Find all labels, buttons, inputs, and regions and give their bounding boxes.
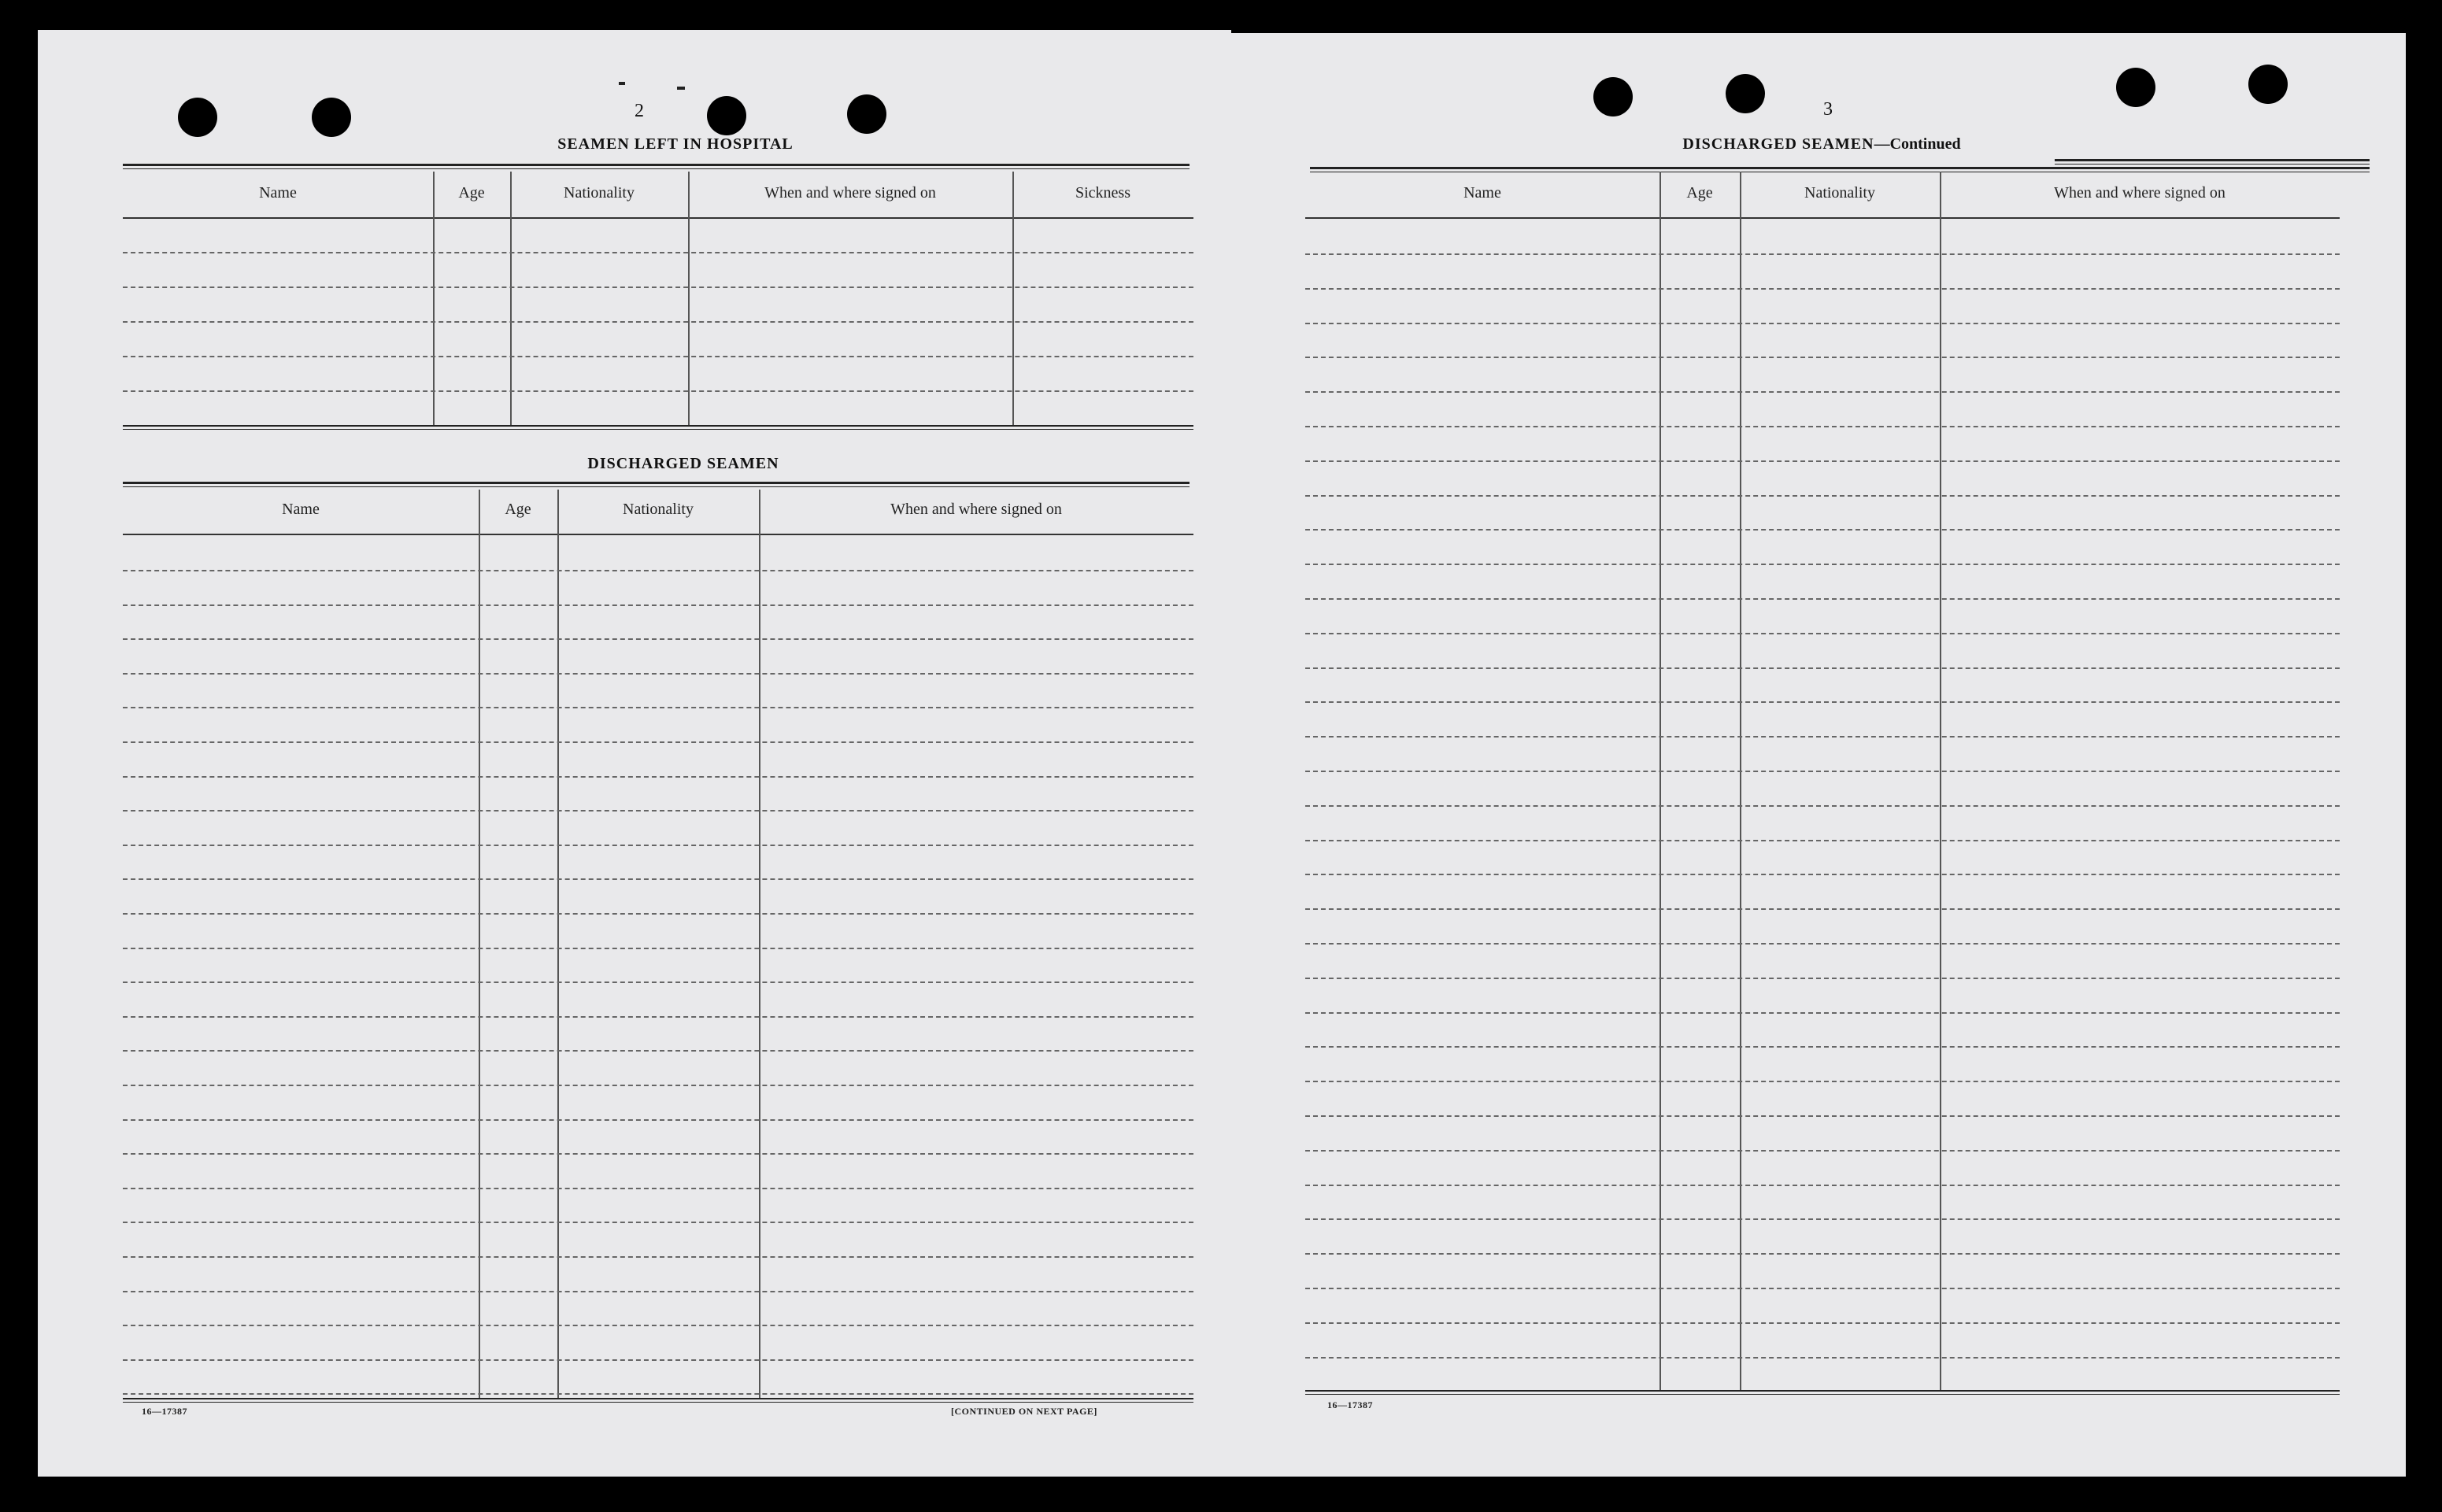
column-header-name: Name [1463, 184, 1501, 201]
blank-entry-row[interactable] [123, 356, 1193, 357]
blank-entry-row[interactable] [1305, 736, 2340, 738]
blank-entry-row[interactable] [123, 1016, 1193, 1018]
column-divider [510, 172, 512, 425]
blank-entry-row[interactable] [1305, 771, 2340, 772]
section-rule [123, 482, 1190, 487]
blank-entry-row[interactable] [123, 570, 1193, 571]
blank-entry-row[interactable] [1305, 1150, 2340, 1152]
blank-entry-row[interactable] [1305, 633, 2340, 634]
print-mark [677, 87, 685, 90]
blank-entry-row[interactable] [1305, 1012, 2340, 1014]
form-number: 16—17387 [142, 1406, 187, 1417]
blank-entry-row[interactable] [1305, 701, 2340, 703]
header-rule [1305, 217, 2340, 219]
blank-entry-row[interactable] [123, 252, 1193, 253]
blank-entry-row[interactable] [123, 287, 1193, 288]
table-bottom-rule [123, 425, 1193, 430]
column-header-name: Name [259, 184, 297, 201]
column-divider [688, 172, 690, 425]
section-title-suffix: —Continued [1874, 135, 1961, 153]
blank-entry-row[interactable] [123, 604, 1193, 606]
continued-note: [CONTINUED ON NEXT PAGE] [951, 1406, 1097, 1417]
blank-entry-row[interactable] [123, 741, 1193, 743]
column-divider [479, 490, 480, 1398]
blank-entry-row[interactable] [123, 638, 1193, 640]
section-title-main: DISCHARGED SEAMEN [1682, 135, 1874, 153]
blank-entry-row[interactable] [1305, 1046, 2340, 1048]
header-rule [123, 534, 1193, 535]
binder-hole [312, 98, 351, 137]
blank-entry-row[interactable] [1305, 460, 2340, 462]
column-divider [759, 490, 760, 1398]
column-divider [557, 490, 559, 1398]
blank-entry-row[interactable] [123, 1393, 1193, 1395]
binder-hole [178, 98, 217, 137]
discharged-continued-title [1523, 135, 2121, 153]
blank-entry-row[interactable] [1305, 1185, 2340, 1186]
blank-entry-row[interactable] [1305, 426, 2340, 427]
blank-entry-row[interactable] [1305, 1288, 2340, 1289]
blank-entry-row[interactable] [123, 1153, 1193, 1155]
binder-hole [2116, 68, 2155, 107]
hospital-section-title: SEAMEN LEFT IN HOSPITAL [557, 135, 794, 153]
column-divider [1740, 172, 1741, 1390]
binder-hole [2248, 65, 2288, 104]
column-header-age: Age [1686, 184, 1713, 201]
table-bottom-rule [1305, 1390, 2340, 1395]
column-header-nationality: Nationality [1804, 184, 1875, 201]
blank-entry-row[interactable] [123, 913, 1193, 915]
blank-entry-row[interactable] [1305, 288, 2340, 290]
column-divider [1659, 172, 1661, 1390]
blank-entry-row[interactable] [1305, 1218, 2340, 1220]
blank-entry-row[interactable] [123, 878, 1193, 880]
blank-entry-row[interactable] [123, 673, 1193, 675]
binder-hole [707, 96, 746, 135]
blank-entry-row[interactable] [1305, 1253, 2340, 1255]
blank-entry-row[interactable] [1305, 323, 2340, 324]
page-number: 3 [1823, 99, 1833, 120]
column-header-sickness: Sickness [1075, 184, 1130, 201]
section-rule [123, 164, 1190, 169]
section-rule-right [2055, 159, 2370, 165]
blank-entry-row[interactable] [123, 1256, 1193, 1258]
blank-entry-row[interactable] [1305, 253, 2340, 255]
section-rule [1310, 167, 2370, 172]
blank-entry-row[interactable] [1305, 667, 2340, 669]
blank-entry-row[interactable] [1305, 495, 2340, 497]
column-divider [433, 172, 435, 425]
binder-hole [847, 94, 886, 134]
blank-entry-row[interactable] [123, 982, 1193, 983]
blank-entry-row[interactable] [123, 776, 1193, 778]
blank-entry-row[interactable] [1305, 1322, 2340, 1324]
column-header-age: Age [458, 184, 485, 201]
blank-entry-row[interactable] [1305, 529, 2340, 530]
column-divider [1012, 172, 1014, 425]
print-mark [619, 82, 625, 85]
blank-entry-row[interactable] [123, 845, 1193, 846]
blank-entry-row[interactable] [123, 1050, 1193, 1052]
blank-entry-row[interactable] [123, 810, 1193, 811]
column-header-age: Age [505, 501, 531, 518]
left-form-page [38, 30, 1231, 1477]
blank-entry-row[interactable] [123, 1085, 1193, 1086]
column-header-when-and-where-signed-on: When and where signed on [890, 501, 1062, 518]
blank-entry-row[interactable] [123, 1291, 1193, 1292]
blank-entry-row[interactable] [123, 1188, 1193, 1189]
blank-entry-row[interactable] [123, 1325, 1193, 1326]
table-bottom-rule [123, 1398, 1193, 1403]
blank-entry-row[interactable] [1305, 1115, 2340, 1117]
blank-entry-row[interactable] [1305, 943, 2340, 945]
blank-entry-row[interactable] [1305, 1357, 2340, 1359]
blank-entry-row[interactable] [1305, 391, 2340, 393]
column-header-nationality: Nationality [564, 184, 635, 201]
blank-entry-row[interactable] [1305, 598, 2340, 600]
blank-entry-row[interactable] [123, 1359, 1193, 1361]
blank-entry-row[interactable] [123, 1119, 1193, 1121]
binder-hole [1593, 77, 1633, 116]
blank-entry-row[interactable] [123, 321, 1193, 323]
blank-entry-row[interactable] [1305, 564, 2340, 565]
blank-entry-row[interactable] [1305, 357, 2340, 358]
blank-entry-row[interactable] [123, 707, 1193, 708]
header-rule [123, 217, 1193, 219]
column-header-when-and-where-signed-on: When and where signed on [764, 184, 936, 201]
binder-hole [1726, 74, 1765, 113]
column-header-when-and-where-signed-on: When and where signed on [2054, 184, 2226, 201]
blank-entry-row[interactable] [1305, 978, 2340, 979]
page-number: 2 [635, 101, 644, 121]
column-header-nationality: Nationality [623, 501, 694, 518]
blank-entry-row[interactable] [1305, 805, 2340, 807]
blank-entry-row[interactable] [1305, 908, 2340, 910]
discharged-section-title: DISCHARGED SEAMEN [587, 455, 779, 472]
right-form-page [1231, 33, 2406, 1477]
blank-entry-row[interactable] [123, 948, 1193, 949]
blank-entry-row[interactable] [123, 390, 1193, 392]
form-number: 16—17387 [1327, 1399, 1373, 1410]
blank-entry-row[interactable] [1305, 840, 2340, 841]
column-divider [1940, 172, 1941, 1390]
blank-entry-row[interactable] [1305, 1081, 2340, 1082]
column-header-name: Name [282, 501, 320, 518]
blank-entry-row[interactable] [1305, 874, 2340, 875]
blank-entry-row[interactable] [123, 1222, 1193, 1223]
